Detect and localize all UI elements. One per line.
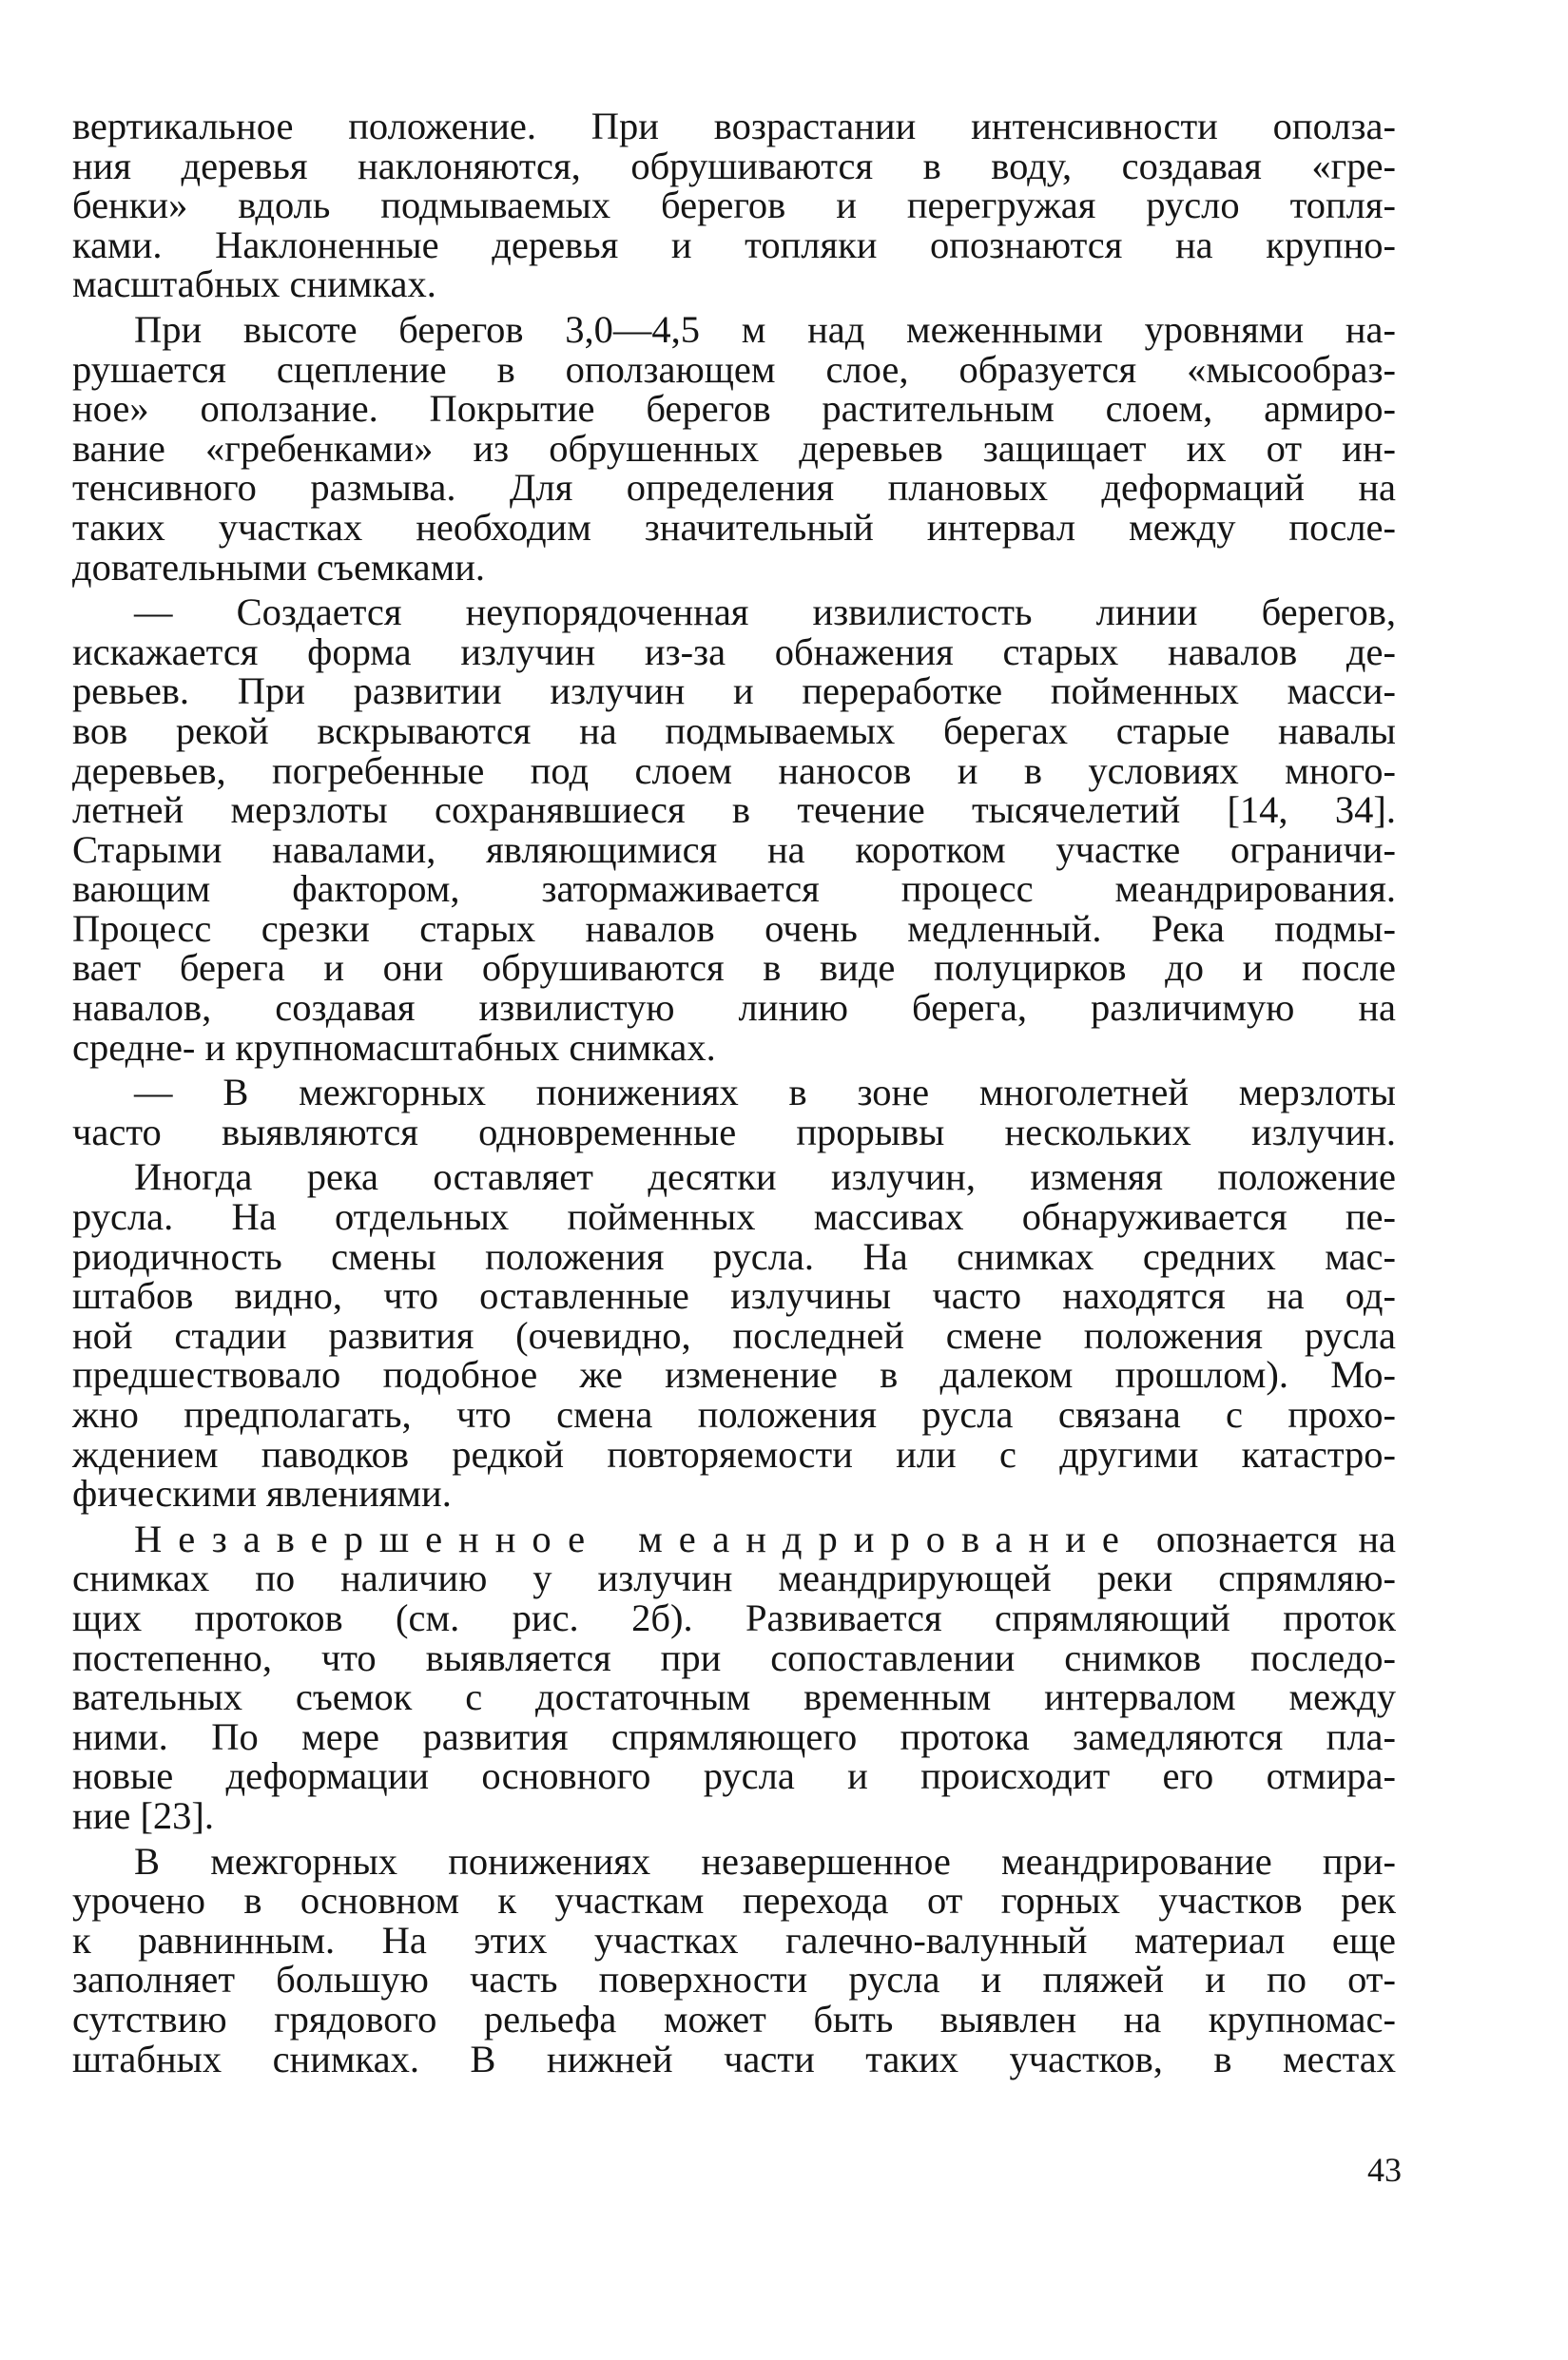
spaced-term: Незавершенное меандрирование [134,1517,1135,1560]
text-line: вательных съемок с достаточным временным интервалом между [72,1675,1396,1719]
paragraph-2 [72,307,1396,589]
paragraph-4 [72,1073,1396,1151]
text-line: штабов видно, что оставленные излучины часто находятся на од- [72,1274,1396,1318]
text-line: сутствию грядового рельефа может быть выявлен на крупномас- [72,1997,1396,2041]
text-line: урочено в основном к участкам перехода от горных участков рек [72,1879,1396,1923]
text-line: искажается форма излучин из-за обнажения старых навалов де- [72,629,1396,673]
text-line: довательными съемками. [72,545,486,589]
text-line: вает берега и они обрушиваются в виде полуцирков до и после [72,946,1396,990]
text-line: — Создается неупорядоченная извилистость линии берегов, [134,590,1396,634]
page-number: 43 [1367,2151,1402,2189]
text-line: — В межгорных понижениях в зоне многолетней мерзлоты [134,1071,1396,1114]
text-line: таких участках необходим значительный интервал между после- [72,505,1396,549]
text-line: жно предполагать, что смена положения русла связана с прохо- [72,1393,1396,1436]
text-line: Иногда река оставляет десятки излучин, изменяя положение [134,1155,1396,1199]
text-line: Старыми навалами, являющимися на коротком участке ограничи- [72,827,1396,871]
text-line: летней мерзлоты сохранявшиеся в течение тысячелетий [14, 34]. [72,788,1396,832]
text-line: ное» оползание. Покрытие берегов растительным слоем, армиро- [72,387,1396,431]
text-line: ной стадии развития (очевидно, последней смене положения русла [72,1313,1396,1357]
text-line: вание «гребенками» из обрушенных деревьев защищает их от ин- [72,426,1396,470]
text-line: фическими явлениями. [72,1472,452,1516]
text-run: опознается на [1134,1517,1396,1560]
paragraph-6 [72,1519,1396,1836]
text-line: средне- и крупномасштабных снимках. [72,1025,716,1069]
text-line: ния деревья наклоняются, обрушиваются в воду, создавая «гре- [72,144,1396,187]
text-line: ревьев. При развитии излучин и переработке пойменных масси- [72,669,1396,713]
text-line: ние [23]. [72,1793,215,1837]
text-line: риодичность смены положения русла. На снимках средних мас- [72,1234,1396,1278]
text-line: рушается сцепление в оползающем слое, образуется «мысообраз- [72,347,1396,391]
text-line: штабных снимках. В нижней части таких участков, в местах [72,2037,1396,2080]
text-line: новые деформации основного русла и происходит его отмира- [72,1754,1396,1798]
text-line: вертикальное положение. При возрастании интенсивности ополза- [72,105,1396,147]
text-line: Процесс срезки старых навалов очень медленный. Река подмы- [72,906,1396,950]
text-line: навалов, создавая извилистую линию берега, различимую на [72,986,1396,1030]
text-line: ждением паводков редкой повторяемости или с другими катастро- [72,1432,1396,1476]
text-line: к равнинным. На этих участках галечно-валунный материал еще [72,1918,1396,1962]
paragraph-5 [72,1155,1396,1516]
paragraph-3 [72,592,1396,1067]
text-line: ними. По мере развития спрямляющего протока замедляются пла- [72,1714,1396,1758]
text-line: ками. Наклоненные деревья и топляки опознаются на крупно- [72,222,1396,266]
paragraph-7 [72,1839,1396,2080]
page-body [72,106,1396,2079]
text-line: щих протоков (см. рис. 2б). Развивается спрямляющий проток [72,1596,1396,1639]
paragraph-1 [72,106,1396,304]
text-line [72,1519,1396,1559]
text-line: заполняет большую часть поверхности русла и пляжей и по от- [72,1958,1396,2002]
text-line: русла. На отдельных пойменных массивах обнаруживается пе- [72,1195,1396,1239]
text-line: В межгорных понижениях незавершенное меандрирование при- [134,1839,1396,1883]
text-line: постепенно, что выявляется при сопоставлении снимков последо- [72,1635,1396,1679]
text-line: вающим фактором, затормаживается процесс меандрирования. [72,867,1396,911]
text-line: снимках по наличию у излучин меандрирующей реки спрямляю- [72,1557,1396,1600]
text-line: деревьев, погребенные под слоем наносов и в условиях много- [72,748,1396,792]
text-line: тенсивного размыва. Для определения плановых деформаций на [72,466,1396,510]
text-line: предшествовало подобное же изменение в далеком прошлом). Мо- [72,1353,1396,1397]
text-line: масштабных снимках. [72,262,436,306]
text-line: бенки» вдоль подмываемых берегов и перегружая русло топля- [72,184,1396,227]
text-line: вов рекой вскрываются на подмываемых берегах старые навалы [72,708,1396,752]
text-line: При высоте берегов 3,0—4,5 м над меженными уровнями на- [134,307,1396,351]
text-line: часто выявляются одновременные прорывы нескольких излучин. [72,1110,1396,1153]
